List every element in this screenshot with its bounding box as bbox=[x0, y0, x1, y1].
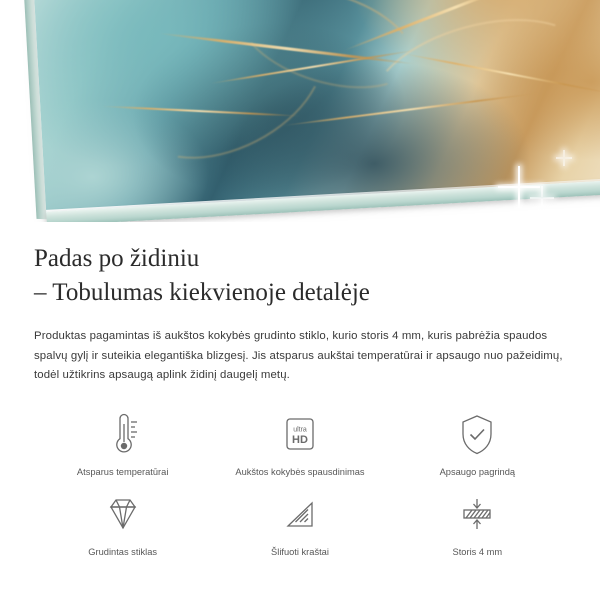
shield-check-icon bbox=[456, 412, 498, 458]
svg-text:HD: HD bbox=[292, 433, 308, 446]
feature-label: Apsaugo pagrindą bbox=[439, 466, 516, 477]
diamond-icon bbox=[101, 492, 145, 538]
feature-grid bbox=[34, 412, 566, 558]
thickness-icon bbox=[455, 492, 499, 538]
thermometer-icon bbox=[103, 412, 143, 458]
glass-panel-wrapper bbox=[0, 0, 600, 222]
svg-text:ultra: ultra bbox=[293, 426, 307, 434]
feature-item bbox=[211, 492, 388, 558]
content-area bbox=[0, 242, 600, 558]
feature-label: Atsparus temperatūrai bbox=[76, 466, 169, 477]
feature-item bbox=[389, 492, 566, 558]
feature-item bbox=[389, 412, 566, 478]
headline-line-1: Padas po židiniu bbox=[34, 245, 200, 272]
hero-image bbox=[0, 0, 600, 222]
feature-label: Šlifuoti kraštai bbox=[271, 546, 329, 557]
feature-label: Grudintas stiklas bbox=[88, 546, 158, 557]
feature-item bbox=[211, 412, 388, 478]
description-paragraph: Produktas pagamintas iš aukštos kokybės grudinto stiklo, kurio storis 4 mm, kuris pabrėžia spaudos spalvų gylį ir suteikia elegantiška blizgesį. Jis atsparus aukštai temperatūrai ir apsaugo nuo pažeidimų, todėl užtikrins apsaugą aplink židinį daugelį metų. bbox=[34, 330, 563, 382]
feature-item bbox=[34, 412, 211, 478]
feature-label: Storis 4 mm bbox=[452, 546, 503, 557]
ultra-hd-icon bbox=[279, 412, 321, 458]
page-title bbox=[34, 242, 566, 309]
headline-line-2: – Tobulumas kiekvienoje detalėje bbox=[34, 278, 370, 306]
feature-label: Aukštos kokybės spausdinimas bbox=[235, 466, 365, 477]
polished-edge-icon bbox=[278, 492, 322, 538]
feature-item bbox=[34, 492, 211, 558]
